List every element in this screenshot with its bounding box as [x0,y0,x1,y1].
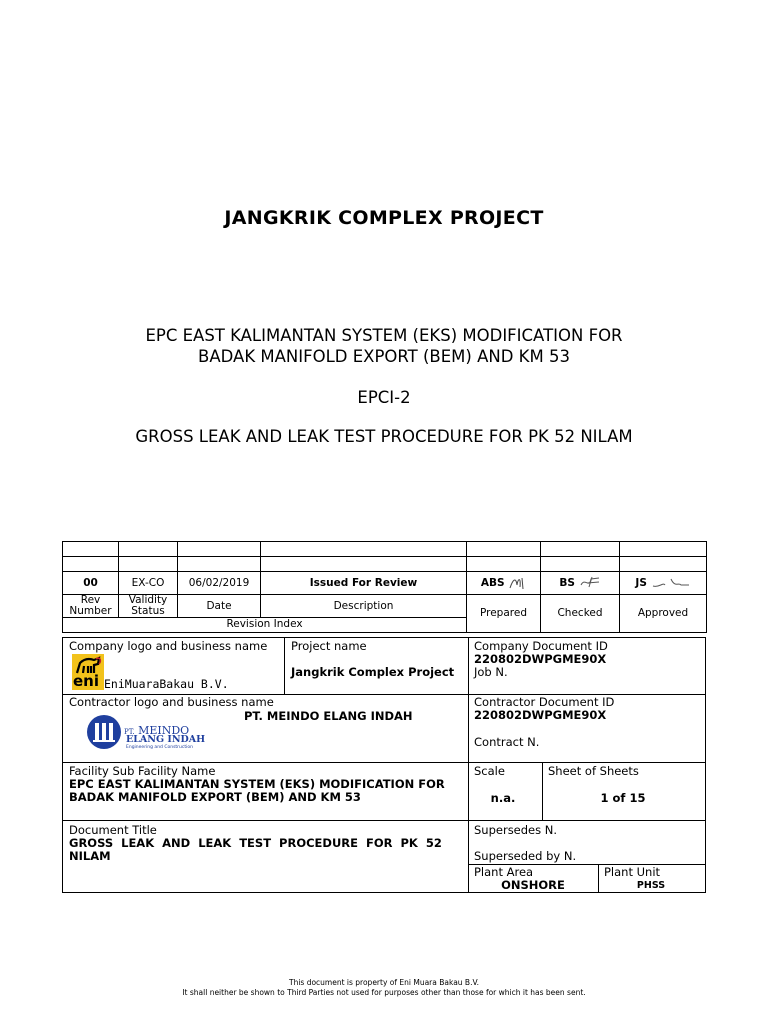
validity-status-label: Validity Status [119,595,178,618]
divider [598,864,599,893]
company-doc-id-label: Company Document ID [474,639,608,653]
approved-initials: JS [635,577,647,589]
divider [62,762,706,763]
scale-value: n.a. [490,791,516,805]
checked-initials: BS [559,577,575,589]
checked-by [541,572,620,595]
doc-title-line2: NILAM [69,849,111,863]
facility-name-line1: EPC EAST KALIMANTAN SYSTEM (EKS) MODIFICATION FOR [69,777,445,791]
revision-empty-row [63,557,707,572]
job-number-label: Job N. [474,665,508,679]
revision-labels-row [63,595,707,618]
doc-title-line1: GROSS LEAK AND LEAK TEST PROCEDURE FOR PK 52 [69,836,442,850]
approved-by [620,572,707,595]
checked-label: Checked [541,595,620,633]
document-title: GROSS LEAK AND LEAK TEST PROCEDURE FOR PK 52 NILAM [135,427,633,446]
prepared-by [467,572,541,595]
project-title: JANGKRIK COMPLEX PROJECT [224,207,544,229]
meindo-emblem-icon [86,714,122,750]
subtitle-line-1: EPC EAST KALIMANTAN SYSTEM (EKS) MODIFICATION FOR [145,326,623,345]
date-label: Date [178,595,261,618]
meindo-logo-tagline: Engineering and Construction [126,745,193,750]
plant-area-label: Plant Area [474,865,534,879]
project-subtitle [0,325,768,367]
meindo-logo [86,714,216,752]
plant-area-value: ONSHORE [501,878,565,892]
validity-status: EX-CO [119,572,178,595]
revision-description: Issued For Review [261,572,467,595]
revision-date: 06/02/2019 [178,572,261,595]
company-logo-label: Company logo and business name [69,639,268,653]
divider [284,637,285,694]
company-name: EniMuaraBakau B.V. [104,677,229,691]
divider [62,820,706,821]
company-doc-id: 220802DWPGME90X [474,652,607,666]
doc-title-label: Document Title [69,823,157,837]
rev-number-label: Rev Number [63,595,119,618]
facility-name-line2: BADAK MANIFOLD EXPORT (BEM) AND KM 53 [69,790,361,804]
divider [542,762,543,820]
divider [468,637,469,893]
superseded-by-label: Superseded by N. [474,849,577,863]
contractor-name: PT. MEINDO ELANG INDAH [244,709,413,723]
plant-unit-value: PHSS [636,880,666,891]
contractor-doc-id-label: Contractor Document ID [474,695,615,709]
eni-logo [72,654,104,690]
scale-label: Scale [474,764,505,778]
revision-table [62,541,707,633]
meindo-logo-pt: PT. [124,728,135,736]
facility-label: Facility Sub Facility Name [69,764,216,778]
meindo-logo-name: MEINDO [138,724,190,737]
prepared-initials: ABS [480,577,505,589]
contract-number-label: Contract N. [474,735,540,749]
contractor-doc-id: 220802DWPGME90X [474,708,607,722]
eni-logo-text: eni [73,672,99,690]
plant-unit-label: Plant Unit [604,865,661,879]
sheet-label: Sheet of Sheets [548,764,639,778]
checked-signature-icon [579,575,601,591]
supersedes-label: Supersedes N. [474,823,558,837]
footer-confidentiality-note: It shall neither be shown to Third Parties not used for purposes other than those for which it has been sent. [182,988,586,997]
revision-index-label: Revision Index [63,618,467,633]
sheet-value: 1 of 15 [600,791,646,805]
revision-row [63,572,707,595]
contractor-logo-label: Contractor logo and business name [69,695,274,709]
meindo-logo-line2: ELANG INDAH [126,734,206,745]
description-label: Description [261,595,467,618]
project-name: Jangkrik Complex Project [291,665,455,679]
approved-signature-icon [651,576,691,590]
approved-label: Approved [620,595,707,633]
revision-empty-row [63,542,707,557]
prepared-signature-icon [508,575,526,591]
prepared-label: Prepared [467,595,541,633]
package-name: EPCI-2 [357,388,411,407]
rev-number: 00 [63,572,119,595]
subtitle-line-2: BADAK MANIFOLD EXPORT (BEM) AND KM 53 [198,347,570,366]
project-name-label: Project name [291,639,367,653]
footer-property-note: This document is property of Eni Muara Bakau B.V. [288,978,480,987]
